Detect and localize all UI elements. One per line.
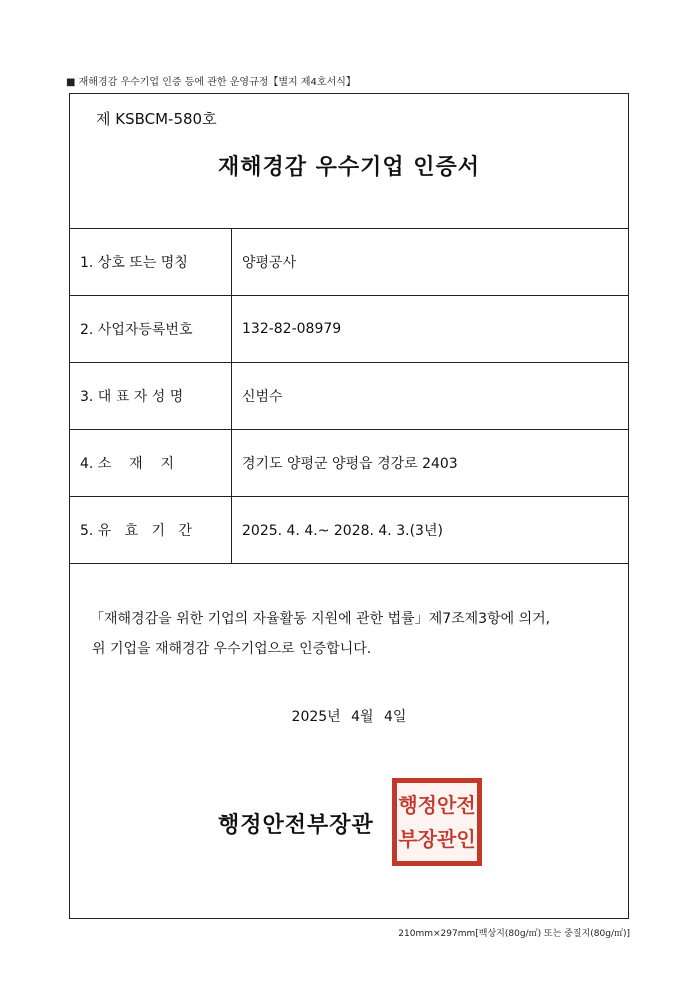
table-row bbox=[70, 295, 628, 362]
field-label: 1. 상호 또는 명칭 bbox=[70, 229, 232, 295]
field-label: 2. 사업자등록번호 bbox=[70, 296, 232, 362]
issuer-name: 행정안전부장관 bbox=[218, 813, 374, 838]
field-label: 3. 대 표 자 성 명 bbox=[70, 363, 232, 429]
table-row bbox=[70, 228, 628, 295]
certificate-title: 재해경감 우수기업 인증서 bbox=[217, 155, 481, 180]
form-reference: ■ 재해경감 우수기업 인증 등에 관한 운영규정【별지 제4호서식】 bbox=[66, 77, 356, 88]
official-seal bbox=[392, 778, 482, 866]
info-table bbox=[70, 228, 628, 564]
table-row bbox=[70, 362, 628, 429]
paper-spec: 210mm×297mm[백상지(80g/㎡) 또는 중질지(80g/㎡)] bbox=[398, 929, 630, 939]
field-value: 2025. 4. 4.~ 2028. 4. 3.(3년) bbox=[242, 523, 443, 539]
statement-line: 「재해경감을 위한 기업의 자율활동 지원에 관한 법률」제7조제3항에 의거, bbox=[90, 611, 551, 627]
field-value: 양평공사 bbox=[242, 255, 297, 271]
field-label: 4. 소 재 지 bbox=[70, 430, 232, 496]
table-row bbox=[70, 429, 628, 496]
field-value: 경기도 양평군 양평읍 경강로 2403 bbox=[242, 456, 458, 472]
seal-text: 행정안전 bbox=[398, 793, 476, 817]
field-label: 5. 유 효 기 간 bbox=[70, 497, 232, 563]
seal-text: 부장관인 bbox=[398, 827, 476, 851]
issue-date: 2025년 4월 4일 bbox=[291, 709, 407, 725]
certification-statement bbox=[90, 604, 618, 664]
statement-line: 위 기업을 재해경감 우수기업으로 인증합니다. bbox=[92, 641, 372, 657]
table-row bbox=[70, 496, 628, 564]
field-value: 132-82-08979 bbox=[242, 321, 342, 337]
certificate-number: 제 KSBCM-580호 bbox=[96, 110, 217, 128]
certificate-frame bbox=[69, 93, 629, 919]
field-value: 신범수 bbox=[242, 389, 283, 405]
